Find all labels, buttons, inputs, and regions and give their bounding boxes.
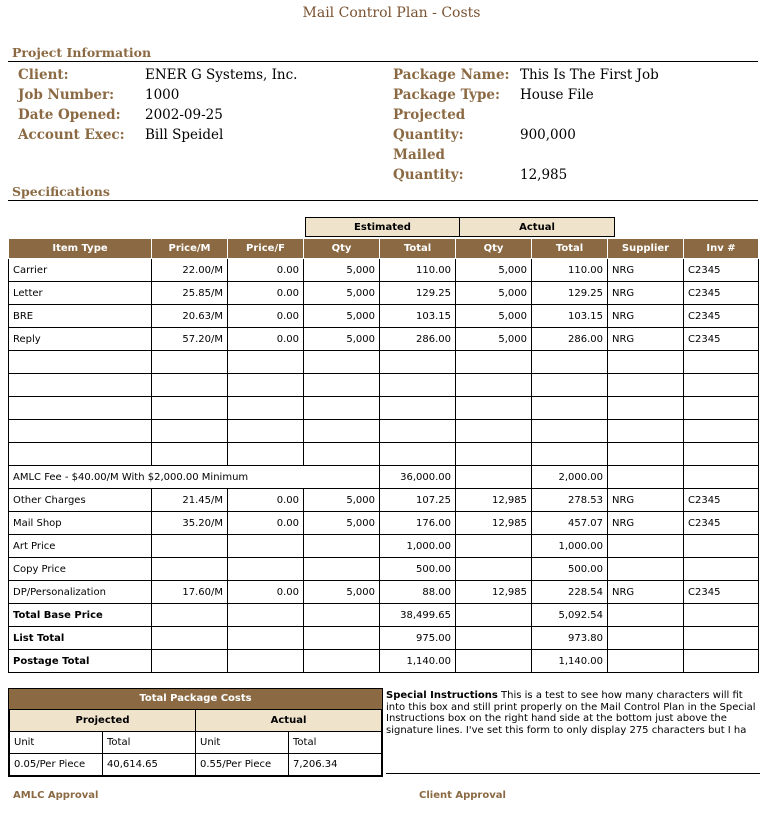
table-cell [152, 374, 228, 397]
table-cell [532, 397, 608, 420]
table-cell [304, 558, 380, 581]
act-total-label: Total [289, 732, 382, 754]
table-cell: C2345 [684, 282, 759, 305]
table-row [9, 305, 759, 328]
table-cell: 457.07 [532, 512, 608, 535]
table-cell: Copy Price [9, 558, 152, 581]
table-row [9, 351, 759, 374]
special-instructions [386, 690, 760, 774]
amlc-fee-row [9, 466, 759, 489]
package-costs-box [8, 688, 383, 777]
table-cell: 12,985 [456, 581, 532, 604]
table-cell: 12,985 [456, 489, 532, 512]
table-cell [228, 604, 304, 627]
act-unit-label: Unit [196, 732, 289, 754]
table-cell [456, 443, 532, 466]
table-cell [380, 397, 456, 420]
table-cell: 0.00 [228, 305, 304, 328]
table-cell [228, 535, 304, 558]
table-cell [228, 627, 304, 650]
table-row [9, 259, 759, 282]
table-cell [228, 420, 304, 443]
table-cell [608, 535, 684, 558]
table-cell: Postage Total [9, 650, 152, 673]
table-cell [456, 650, 532, 673]
table-cell: 5,000 [304, 581, 380, 604]
table-cell [228, 351, 304, 374]
table-cell: 25.85/M [152, 282, 228, 305]
table-cell: 107.25 [380, 489, 456, 512]
table-cell: NRG [608, 581, 684, 604]
package-costs-heading: Total Package Costs [9, 689, 382, 709]
table-cell: 5,000 [304, 282, 380, 305]
quantity-value: 900,000 [520, 127, 576, 143]
table-cell: NRG [608, 305, 684, 328]
table-cell [532, 443, 608, 466]
table-row [9, 581, 759, 604]
package-name-value: This Is The First Job [520, 67, 659, 83]
table-cell: 500.00 [532, 558, 608, 581]
table-cell: 0.00 [228, 489, 304, 512]
table-cell: 110.00 [380, 259, 456, 282]
table-cell [152, 650, 228, 673]
table-cell: 1,140.00 [380, 650, 456, 673]
table-cell [532, 351, 608, 374]
table-row [9, 282, 759, 305]
page-title: Mail Control Plan - Costs [302, 5, 481, 21]
table-cell: 129.25 [380, 282, 456, 305]
table-row [9, 374, 759, 397]
col-supplier: Supplier [608, 239, 684, 259]
amlc-approval-label: AMLC Approval [13, 790, 99, 801]
account-exec-value: Bill Speidel [145, 127, 224, 143]
table-cell [608, 397, 684, 420]
table-cell: DP/Personalization [9, 581, 152, 604]
divider [8, 200, 758, 201]
table-cell: BRE [9, 305, 152, 328]
table-cell [684, 627, 759, 650]
table-cell: C2345 [684, 512, 759, 535]
table-cell [456, 558, 532, 581]
table-cell [684, 604, 759, 627]
table-cell: 103.15 [532, 305, 608, 328]
table-cell: 0.00 [228, 512, 304, 535]
table-cell [608, 351, 684, 374]
table-cell: 1,140.00 [532, 650, 608, 673]
table-cell [608, 627, 684, 650]
table-cell [456, 466, 532, 489]
table-cell: 286.00 [532, 328, 608, 351]
table-cell: NRG [608, 259, 684, 282]
mailed-quantity-value: 12,985 [520, 167, 568, 183]
table-cell [304, 397, 380, 420]
table-cell: 88.00 [380, 581, 456, 604]
col-item-type: Item Type [9, 239, 152, 259]
table-cell: 110.00 [532, 259, 608, 282]
table-cell: 5,000 [304, 512, 380, 535]
table-cell [380, 443, 456, 466]
col-inv: Inv # [684, 239, 759, 259]
table-cell: 35.20/M [152, 512, 228, 535]
table-cell: 0.00 [228, 328, 304, 351]
amlc-act-total: 2,000.00 [532, 466, 608, 489]
table-cell [532, 374, 608, 397]
table-cell [304, 650, 380, 673]
table-cell: Total Base Price [9, 604, 152, 627]
table-row [9, 604, 759, 627]
table-cell [9, 351, 152, 374]
table-row [9, 397, 759, 420]
table-cell [9, 420, 152, 443]
client-label: Client: [18, 67, 69, 83]
table-cell [304, 443, 380, 466]
client-approval-label: Client Approval [419, 790, 506, 801]
table-cell: NRG [608, 512, 684, 535]
table-cell [304, 351, 380, 374]
table-cell [456, 627, 532, 650]
table-cell: C2345 [684, 328, 759, 351]
table-cell: 0.00 [228, 581, 304, 604]
table-cell [304, 604, 380, 627]
table-row [9, 535, 759, 558]
col-act-total: Total [532, 239, 608, 259]
actual-group-header: Actual [459, 217, 615, 237]
table-cell [152, 558, 228, 581]
table-header-row [9, 239, 759, 259]
table-cell: 973.80 [532, 627, 608, 650]
estimated-group-header: Estimated [305, 217, 460, 237]
projected-label: Projected [393, 107, 466, 123]
table-row [9, 420, 759, 443]
table-cell [608, 374, 684, 397]
table-cell [684, 650, 759, 673]
table-cell [684, 397, 759, 420]
table-cell: C2345 [684, 305, 759, 328]
account-exec-label: Account Exec: [18, 127, 125, 143]
table-cell [152, 420, 228, 443]
table-row [9, 328, 759, 351]
table-cell: C2345 [684, 489, 759, 512]
table-cell: NRG [608, 282, 684, 305]
table-cell: 5,000 [456, 259, 532, 282]
table-cell [228, 650, 304, 673]
col-est-total: Total [380, 239, 456, 259]
table-cell [380, 374, 456, 397]
col-price-f: Price/F [228, 239, 304, 259]
actual-subheader: Actual [196, 710, 382, 732]
table-cell: 21.45/M [152, 489, 228, 512]
client-value: ENER G Systems, Inc. [145, 67, 298, 83]
col-est-qty: Qty [304, 239, 380, 259]
table-cell: 286.00 [380, 328, 456, 351]
table-cell [684, 558, 759, 581]
table-cell [684, 466, 759, 489]
table-cell: 57.20/M [152, 328, 228, 351]
table-cell [228, 397, 304, 420]
table-cell: 176.00 [380, 512, 456, 535]
act-unit-value: 0.55/Per Piece [196, 754, 289, 776]
proj-total-label: Total [103, 732, 196, 754]
table-cell [228, 374, 304, 397]
package-type-value: House File [520, 87, 594, 103]
table-cell: 129.25 [532, 282, 608, 305]
table-cell [9, 397, 152, 420]
table-cell [684, 351, 759, 374]
table-cell: NRG [608, 489, 684, 512]
table-cell [228, 443, 304, 466]
mailed-quantity-label: Mailed Quantity: [393, 147, 464, 183]
table-cell [456, 420, 532, 443]
table-cell [9, 374, 152, 397]
table-row [9, 512, 759, 535]
table-cell: C2345 [684, 581, 759, 604]
table-cell: 5,000 [304, 489, 380, 512]
table-cell [684, 420, 759, 443]
package-name-label: Package Name: [393, 67, 510, 83]
col-price-m: Price/M [152, 239, 228, 259]
table-row [9, 489, 759, 512]
table-cell: 5,092.54 [532, 604, 608, 627]
table-cell [608, 420, 684, 443]
table-cell [304, 374, 380, 397]
table-cell: 1,000.00 [532, 535, 608, 558]
package-type-label: Package Type: [393, 87, 501, 103]
table-cell [380, 420, 456, 443]
table-cell: Carrier [9, 259, 152, 282]
table-cell [9, 443, 152, 466]
table-cell [608, 604, 684, 627]
project-info-heading: Project Information [12, 45, 152, 60]
table-cell [684, 535, 759, 558]
table-cell [152, 351, 228, 374]
table-cell: Other Charges [9, 489, 152, 512]
table-cell [456, 351, 532, 374]
table-cell: 5,000 [456, 328, 532, 351]
table-cell: 228.54 [532, 581, 608, 604]
table-cell [684, 374, 759, 397]
date-opened-label: Date Opened: [18, 107, 121, 123]
table-cell: 22.00/M [152, 259, 228, 282]
table-cell: 12,985 [456, 512, 532, 535]
table-cell: 5,000 [304, 259, 380, 282]
table-cell [608, 443, 684, 466]
table-cell: 1,000.00 [380, 535, 456, 558]
table-cell: NRG [608, 328, 684, 351]
table-cell: 500.00 [380, 558, 456, 581]
job-number-value: 1000 [145, 87, 180, 103]
table-cell [608, 466, 684, 489]
table-cell [152, 443, 228, 466]
project-info-left [18, 65, 297, 145]
table-cell [304, 627, 380, 650]
table-cell: 5,000 [456, 282, 532, 305]
table-cell [152, 535, 228, 558]
special-instructions-text: This is a test to see how many characters will fit into this box and still print properly on the Mail Control Plan in the Special Instructions box on the right hand side at the bottom just above the signature lines. I've set this form to only display 275 characters but I ha [386, 690, 756, 736]
table-cell [684, 443, 759, 466]
col-act-qty: Qty [456, 239, 532, 259]
table-cell [380, 351, 456, 374]
table-cell: 103.15 [380, 305, 456, 328]
table-cell [456, 604, 532, 627]
table-cell [532, 420, 608, 443]
job-number-label: Job Number: [18, 87, 115, 103]
proj-unit-label: Unit [10, 732, 103, 754]
table-row [9, 558, 759, 581]
table-cell: 0.00 [228, 259, 304, 282]
table-cell: 17.60/M [152, 581, 228, 604]
table-cell [304, 420, 380, 443]
table-cell [152, 604, 228, 627]
table-cell: Art Price [9, 535, 152, 558]
table-cell: 38,499.65 [380, 604, 456, 627]
projected-subheader: Projected [10, 710, 196, 732]
amlc-est-total: 36,000.00 [380, 466, 456, 489]
quantity-label: Quantity: [393, 127, 464, 143]
table-cell [304, 535, 380, 558]
table-cell: Mail Shop [9, 512, 152, 535]
table-cell: 5,000 [304, 305, 380, 328]
table-cell: 975.00 [380, 627, 456, 650]
table-cell: 0.00 [228, 282, 304, 305]
table-cell: 5,000 [456, 305, 532, 328]
table-row [9, 443, 759, 466]
table-cell [152, 397, 228, 420]
table-cell: List Total [9, 627, 152, 650]
table-cell [456, 397, 532, 420]
divider [8, 61, 758, 62]
table-cell: Letter [9, 282, 152, 305]
date-opened-value: 2002-09-25 [145, 107, 223, 123]
table-cell: 278.53 [532, 489, 608, 512]
act-total-value: 7,206.34 [289, 754, 382, 776]
table-cell [456, 535, 532, 558]
table-row [9, 627, 759, 650]
specifications-heading: Specifications [12, 184, 110, 199]
table-cell: 20.63/M [152, 305, 228, 328]
table-cell: Reply [9, 328, 152, 351]
table-cell [456, 374, 532, 397]
table-cell [608, 558, 684, 581]
amlc-fee-label: AMLC Fee - $40.00/M With $2,000.00 Minimum [9, 466, 380, 489]
proj-total-value: 40,614.65 [103, 754, 196, 776]
table-cell: C2345 [684, 259, 759, 282]
table-row [9, 650, 759, 673]
table-cell [228, 558, 304, 581]
proj-unit-value: 0.05/Per Piece [10, 754, 103, 776]
special-instructions-label: Special Instructions [386, 690, 498, 701]
table-cell [152, 627, 228, 650]
project-info-right [393, 65, 659, 185]
table-cell [608, 650, 684, 673]
specifications-table [8, 238, 759, 673]
table-cell: 5,000 [304, 328, 380, 351]
